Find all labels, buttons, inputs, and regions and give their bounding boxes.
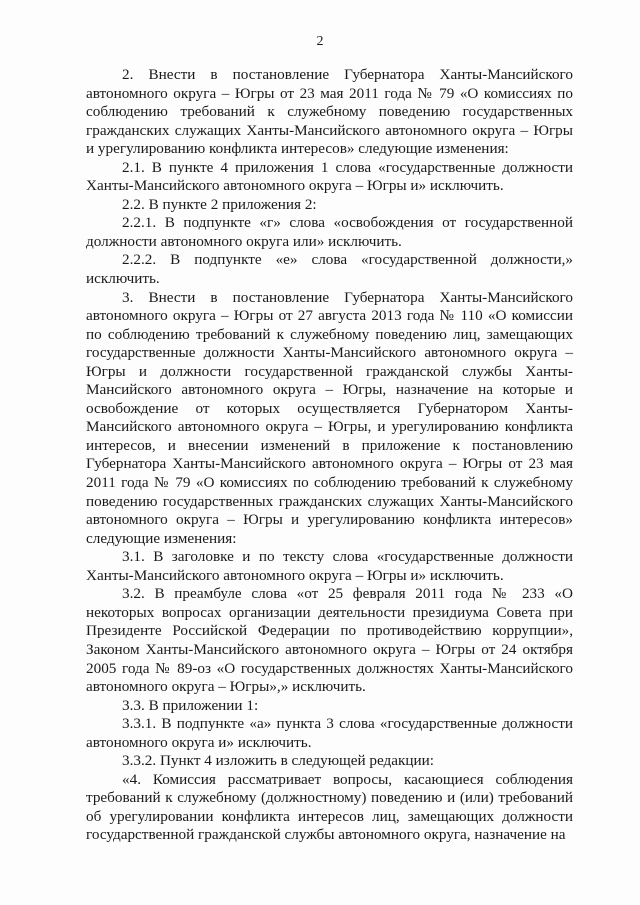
paragraph-2: 2. Внести в постановление Губернатора Ханты-Мансийского автономного округа – Югры от 23 мая 2011 года № 79 «О комиссиях по соблюдению требований к служебному поведению государственных гражданских служащих Ханты-Мансийского автономного округа – Югры и урегулированию конфликта интересов» следующие изменения: — [86, 66, 573, 158]
paragraph-3-3-1: 3.3.1. В подпункте «а» пункта 3 слова «государственные должности автономного округа и» исключить. — [86, 715, 573, 751]
paragraph-2-2-2: 2.2.2. В подпункте «е» слова «государственной должности,» исключить. — [86, 251, 573, 288]
paragraph-3-1: 3.1. В заголовке и по тексту слова «государственные должности Ханты-Мансийского автономного округа – Югры и» исключить. — [86, 548, 573, 584]
paragraph-3-3: 3.3. В приложении 1: — [122, 696, 259, 714]
page-number: 2 — [316, 34, 324, 49]
paragraph-2-1: 2.1. В пункте 4 приложения 1 слова «государственные должности Ханты-Мансийского автономного округа – Югры и» исключить. — [86, 158, 573, 195]
paragraph-3-2: 3.2. В преамбуле слова «от 25 февраля 2011 года № 233 «О некоторых вопросах организации деятельности президиума Совета при Президенте Российской Федерации по противодействию коррупции», Законом Ханты-Мансийского автономного округа – Югры от 24 октября 2005 года № 89-оз «О государственных должностях Ханты-Мансийского автономного округа – Югры»,» исключить. — [86, 585, 573, 696]
paragraph-3-3-2: 3.3.2. Пункт 4 изложить в следующей редакции: — [122, 752, 435, 770]
document-body — [86, 66, 573, 845]
paragraph-2-2: 2.2. В пункте 2 приложения 2: — [122, 195, 317, 213]
paragraph-3: 3. Внести в постановление Губернатора Ханты-Мансийского автономного округа – Югры от 27 августа 2013 года № 110 «О комиссии по соблюдению требований к служебному поведению лиц, замещающих государственные должности Ханты-Мансийского автономного округа – Югры и должности государственной гражданской службы Ханты-Мансийского автономного округа – Югры, назначение на которые и освобождение от которых осуществляется Губернатором Ханты-Мансийского автономного округа – Югры, и урегулированию конфликта интересов, и внесении изменений в приложение к постановлению Губернатора Ханты-Мансийского автономного округа – Югры от 23 мая 2011 года № 79 «О комиссиях по соблюдению требований к служебному поведению государственных гражданских служащих Ханты-Мансийского автономного округа – Югры и урегулированию конфликта интересов» следующие изменения: — [86, 288, 573, 547]
paragraph-item-4: «4. Комиссия рассматривает вопросы, касающиеся соблюдения требований к служебному (должностному) поведению и (или) требований об урегулировании конфликта интересов лиц, замещающих должности государственной гражданской службы автономного округа, назначение на — [86, 770, 573, 844]
paragraph-2-2-1: 2.2.1. В подпункте «г» слова «освобождения от государственной должности автономного округа или» исключить. — [86, 214, 573, 250]
